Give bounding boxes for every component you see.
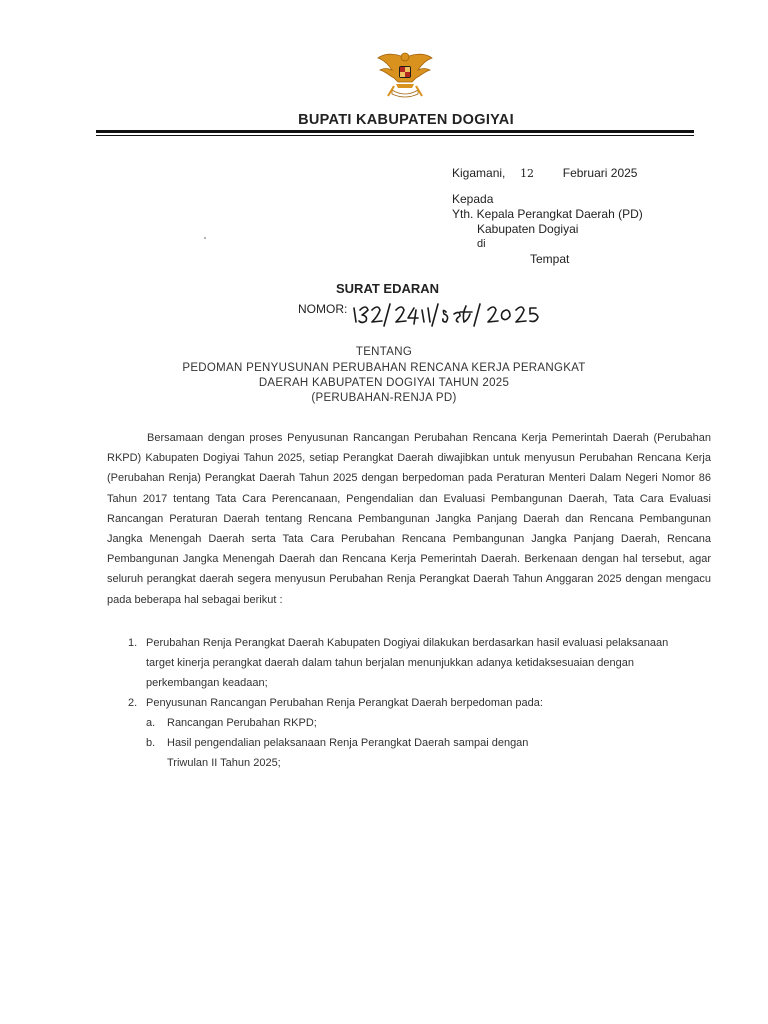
handwritten-number-icon [350, 300, 570, 330]
place-date [452, 166, 637, 180]
at-label: di [477, 238, 486, 250]
sub-item-b-line2: Triwulan II Tahun 2025; [167, 757, 281, 769]
sub-item-a-label: a. [146, 717, 156, 729]
garuda-emblem-icon [374, 48, 436, 102]
document-number-label: NOMOR: [298, 302, 348, 316]
subject-label: TENTANG [355, 346, 413, 358]
recipient-line1: Yth. Kepala Perangkat Daerah (PD) [452, 207, 643, 221]
document-type: SURAT EDARAN [336, 281, 440, 296]
list-item-1-line3: perkembangan keadaan; [146, 677, 268, 689]
date-day: 12 [520, 167, 535, 180]
scan-speck [204, 237, 206, 239]
list-item-2-number: 2. [128, 697, 138, 709]
agency-title: BUPATI KABUPATEN DOGIYAI [298, 112, 514, 128]
sub-item-b-line1: Hasil pengendalian pelaksanaan Renja Perangkat Daerah sampai dengan [167, 737, 529, 749]
subject-line1: PEDOMAN PENYUSUNAN PERUBAHAN RENCANA KERJA PERANGKAT [182, 362, 586, 374]
recipient-line2: Kabupaten Dogiyai [477, 222, 579, 236]
sub-item-a-text: Rancangan Perubahan RKPD; [167, 717, 317, 729]
header-rule-thick [96, 130, 694, 133]
header-rule-thin [96, 135, 694, 136]
date-month-year: Februari 2025 [562, 166, 638, 180]
subject-line3: (PERUBAHAN-RENJA PD) [311, 392, 457, 404]
sub-item-b-label: b. [146, 737, 156, 749]
list-item-1-line1: Perubahan Renja Perangkat Daerah Kabupaten Dogiyai dilakukan berdasarkan hasil evaluasi pelaksanaan [146, 637, 669, 649]
body-paragraph: Bersamaan dengan proses Penyusunan Rancangan Perubahan Rencana Kerja Pemerintah Daerah (Perubahan RKPD) Kabupaten Dogiyai Tahun 2025, setiap Perangkat Daerah diwajibkan untuk menyusun Perubahan Rencana Kerja (Perubahan Renja) Perangkat Daerah Tahun 2025 dengan berpedoman pada Peraturan Menteri Dalam Negeri Nomor 86 Tahun 2017 tentang Tata Cara Perencanaan, Pengendalian dan Evaluasi Pembangunan Daerah, Tata Cara Evaluasi Rancangan Peraturan Daerah tentang Rencana Pembangunan Jangka Panjang Daerah dan Rencana Pembangunan Jangka Menengah Daerah serta Tata Cara Perubahan Rencana Pembangunan Jangka Panjang Daerah, Rencana Pembangunan Jangka Menengah Daerah dan Rencana Kerja Pemerintah Daerah. Berkenaan dengan hal tersebut, agar seluruh perangkat daerah segera menyusun Perubahan Renja Perangkat Daerah Tahun Anggaran 2025 dengan mengacu pada beberapa hal sebagai berikut : [107, 432, 711, 606]
list-item-2-text: Penyusunan Rancangan Perubahan Renja Perangkat Daerah berpedoman pada: [146, 697, 543, 709]
list-item-1-number: 1. [128, 637, 138, 649]
subject-line2: DAERAH KABUPATEN DOGIYAI TAHUN 2025 [258, 377, 510, 389]
recipient-place: Tempat [530, 252, 570, 266]
to-label: Kepada [452, 192, 494, 206]
list-item-1-line2: target kinerja perangkat daerah dalam tahun berjalan menunjukkan adanya ketidaksesuaian dengan [146, 657, 635, 669]
place-prefix: Kigamani, [452, 166, 506, 180]
